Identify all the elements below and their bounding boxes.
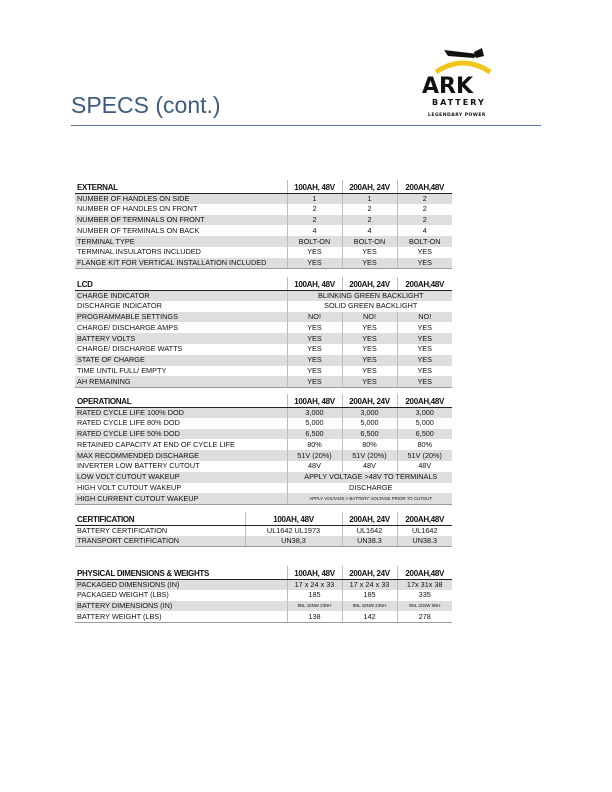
cell: 1 [287,193,342,204]
row-label: BATTERY VOLTS [75,333,287,344]
cell: 2 [342,204,397,215]
cell: 2 [397,215,452,226]
table-row [75,472,452,483]
column-header: 100AH, 48V [287,277,342,290]
cell: YES [342,333,397,344]
row-label: FLANGE KIT FOR VERTICAL INSTALLATION INCLUDED [75,258,287,269]
cell: 51V (20%) [287,450,342,461]
table-row [75,407,452,418]
cell: NO! [342,312,397,323]
cell: YES [397,322,452,333]
table-row [75,247,452,258]
cell: 80% [342,439,397,450]
cell: 335 [397,590,452,601]
row-label: PROGRAMMABLE SETTINGS [75,312,287,323]
row-label: RETAINED CAPACITY AT END OF CYCLE LIFE [77,439,235,449]
table-row [75,450,452,461]
row-label: INVERTER LOW BATTERY CUTOUT [77,461,200,471]
row-label: HIGH CURRENT CUTOUT WAKEUP [75,493,287,504]
cell: 51V (20%) [397,450,452,461]
row-label: BATTERY CERTIFICATION [77,525,168,535]
cell: 3,000 [397,407,452,418]
cell: 2 [397,193,452,204]
cell: 1 [342,193,397,204]
cell: YES [342,258,397,269]
cell: UN38.3 [342,536,397,547]
column-header: 200AH, 24V [342,277,397,290]
merged-cell: SOLID GREEN BACKLIGHT [287,301,452,312]
cell: 2 [397,204,452,215]
row-label: TERMINAL TYPE [75,236,287,247]
cell: 142 [342,611,397,622]
cell: UN38.3 [397,536,452,547]
cell: 4 [287,225,342,236]
table-row [75,579,452,590]
table-row [75,601,452,612]
lcd-table [75,277,452,388]
cell: 48V [397,461,452,472]
cell: 4 [397,225,452,236]
column-header: 100AH, 48V [287,566,342,579]
cell: YES [287,355,342,366]
column-header: 200AH, 24V [342,180,397,193]
page-title: SPECS (cont.) [71,92,221,118]
row-label: NUMBER OF TERMINALS ON FRONT [75,215,287,226]
cell: YES [342,366,397,377]
cell: 17 x 24 x 33 [342,579,397,590]
table-row [75,312,452,323]
row-label: RATED CYCLE LIFE 80% DOD [77,418,180,428]
row-label: TRANSPORT CERTIFICATION [75,536,245,547]
logo-brand: ARK [422,74,474,99]
cell: UN38,3 [245,536,342,547]
column-header: 200AH,48V [397,512,452,525]
cell: YES [397,366,452,377]
section-title: LCD [75,277,287,290]
column-header: 100AH, 48V [287,180,342,193]
cell: YES [287,322,342,333]
cell: 5,000 [397,418,452,429]
cell: YES [342,376,397,387]
cell: YES [397,258,452,269]
row-label: AH REMAINING [75,376,287,387]
row-label: LOW VOLT CUTOUT WAKEUP [75,472,287,483]
merged-cell: APPLY VOLTAGE > BATTERY VOLTAGE PRIOR TO CUTOUT [287,493,452,504]
cell: YES [287,376,342,387]
cell: 2 [287,204,342,215]
table-row [75,483,452,494]
table-row [75,366,452,377]
row-label: PACKAGED DIMENSIONS (IN) [75,579,287,590]
cell: 4 [342,225,397,236]
cell: 17 x 24 x 33 [287,579,342,590]
column-header: 200AH,48V [397,566,452,579]
table-row [75,418,452,429]
table-row [75,215,452,226]
table-row [75,236,452,247]
cell: 6,500 [397,429,452,440]
row-label: DISCHARGE INDICATOR [77,301,162,311]
row-label: TERMINAL INSULATORS INCLUDED [77,247,201,257]
column-header: 200AH, 24V [342,566,397,579]
section-title: CERTIFICATION [75,512,245,525]
cell: 6,500 [287,429,342,440]
table-row [75,525,452,536]
table-header-row [75,180,452,193]
cell: 278 [397,611,452,622]
cell: YES [287,333,342,344]
table-row [75,611,452,622]
row-label: MAX RECOMMENDED DISCHARGE [75,450,287,461]
cell: 6,500 [342,429,397,440]
table-row [75,258,452,269]
cell: 51V (20%) [342,450,397,461]
column-header: 100AH, 48V [287,394,342,407]
table-header-row [75,566,452,579]
column-header: 200AH, 24V [342,512,397,525]
table-row [75,355,452,366]
physical-table [75,566,452,623]
row-label: RATED CYCLE LIFE 100% DOD [75,407,287,418]
row-label: CHARGE INDICATOR [75,290,287,301]
cell: NO! [287,312,342,323]
cell: 185 [287,590,342,601]
row-label: TIME UNTIL FULL/ EMPTY [77,365,167,375]
section-title: PHYSICAL DIMENSIONS & WEIGHTS [75,566,287,579]
cell: 2 [287,215,342,226]
row-label: NUMBER OF HANDLES ON SIDE [75,193,287,204]
table-row [75,493,452,504]
cell: YES [397,376,452,387]
cell: YES [287,344,342,355]
cell: UL1642 UL1973 [245,525,342,536]
logo-tagline: LEGENDARY POWER [428,113,486,118]
cell: YES [287,366,342,377]
row-label: BATTERY WEIGHT (LBS) [75,611,287,622]
table-row [75,536,452,547]
cell: 9NL 15NW 23NH [287,601,342,612]
cell: YES [397,344,452,355]
table-header-row [75,277,452,290]
cell: UL1642 [397,525,452,536]
cell: YES [397,247,452,258]
table-row [75,322,452,333]
operational-table [75,394,452,505]
row-label: CHARGE/ DISCHARGE AMPS [77,322,178,332]
cell: YES [342,355,397,366]
ark-battery-logo [418,44,508,126]
section-title: EXTERNAL [75,180,287,193]
table-row [75,333,452,344]
cell: 3,000 [287,407,342,418]
table-row [75,461,452,472]
cell: YES [287,258,342,269]
column-header: 200AH, 24V [342,394,397,407]
table-row [75,301,452,312]
cell: 17x 31x 38 [397,579,452,590]
table-row [75,439,452,450]
logo-hook-icon [418,44,508,78]
table-header-row [75,394,452,407]
certification-table [75,512,452,547]
column-header: 200AH,48V [397,277,452,290]
merged-cell: BLINKING GREEN BACKLIGHT [287,290,452,301]
cell: NO! [397,312,452,323]
cell: 138 [287,611,342,622]
row-label: NUMBER OF HANDLES ON FRONT [77,204,198,214]
cell: YES [342,322,397,333]
merged-cell: APPLY VOLTAGE >48V TO TERMINALS [287,472,452,483]
cell: 48V [287,461,342,472]
cell: BOLT-ON [287,236,342,247]
table-row [75,429,452,440]
column-header: 100AH, 48V [245,512,342,525]
table-row [75,204,452,215]
cell: 3,000 [342,407,397,418]
row-label: NUMBER OF TERMINALS ON BACK [77,225,200,235]
row-label: BATTERY DIMENSIONS (IN) [75,601,287,612]
table-row [75,225,452,236]
cell: 9NL 15NW 23NH [342,601,397,612]
cell: 9NL 31NW 9NH [397,601,452,612]
cell: 5,000 [342,418,397,429]
external-table [75,180,452,269]
cell: YES [397,333,452,344]
section-title: OPERATIONAL [75,394,287,407]
cell: YES [342,344,397,355]
cell: BOLT-ON [342,236,397,247]
cell: BOLT-ON [397,236,452,247]
cell: 80% [287,439,342,450]
cell: YES [397,355,452,366]
table-row [75,344,452,355]
column-header: 200AH,48V [397,394,452,407]
row-label: HIGH VOLT CUTOUT WAKEUP [77,482,182,492]
cell: YES [287,247,342,258]
table-row [75,193,452,204]
cell: 48V [342,461,397,472]
cell: 5,000 [287,418,342,429]
row-label: RATED CYCLE LIFE 50% DOD [75,429,287,440]
table-row [75,376,452,387]
row-label: CHARGE/ DISCHARGE WATTS [77,344,183,354]
row-label: STATE OF CHARGE [75,355,287,366]
logo-subtitle: BATTERY [432,98,486,107]
row-label: PACKAGED WEIGHT (LBS) [77,590,169,600]
cell: 185 [342,590,397,601]
cell: UL1642 [342,525,397,536]
cell: YES [342,247,397,258]
table-row [75,590,452,601]
table-header-row [75,512,452,525]
table-row [75,290,452,301]
merged-cell: DISCHARGE [287,483,452,494]
cell: 2 [342,215,397,226]
cell: 80% [397,439,452,450]
column-header: 200AH,48V [397,180,452,193]
